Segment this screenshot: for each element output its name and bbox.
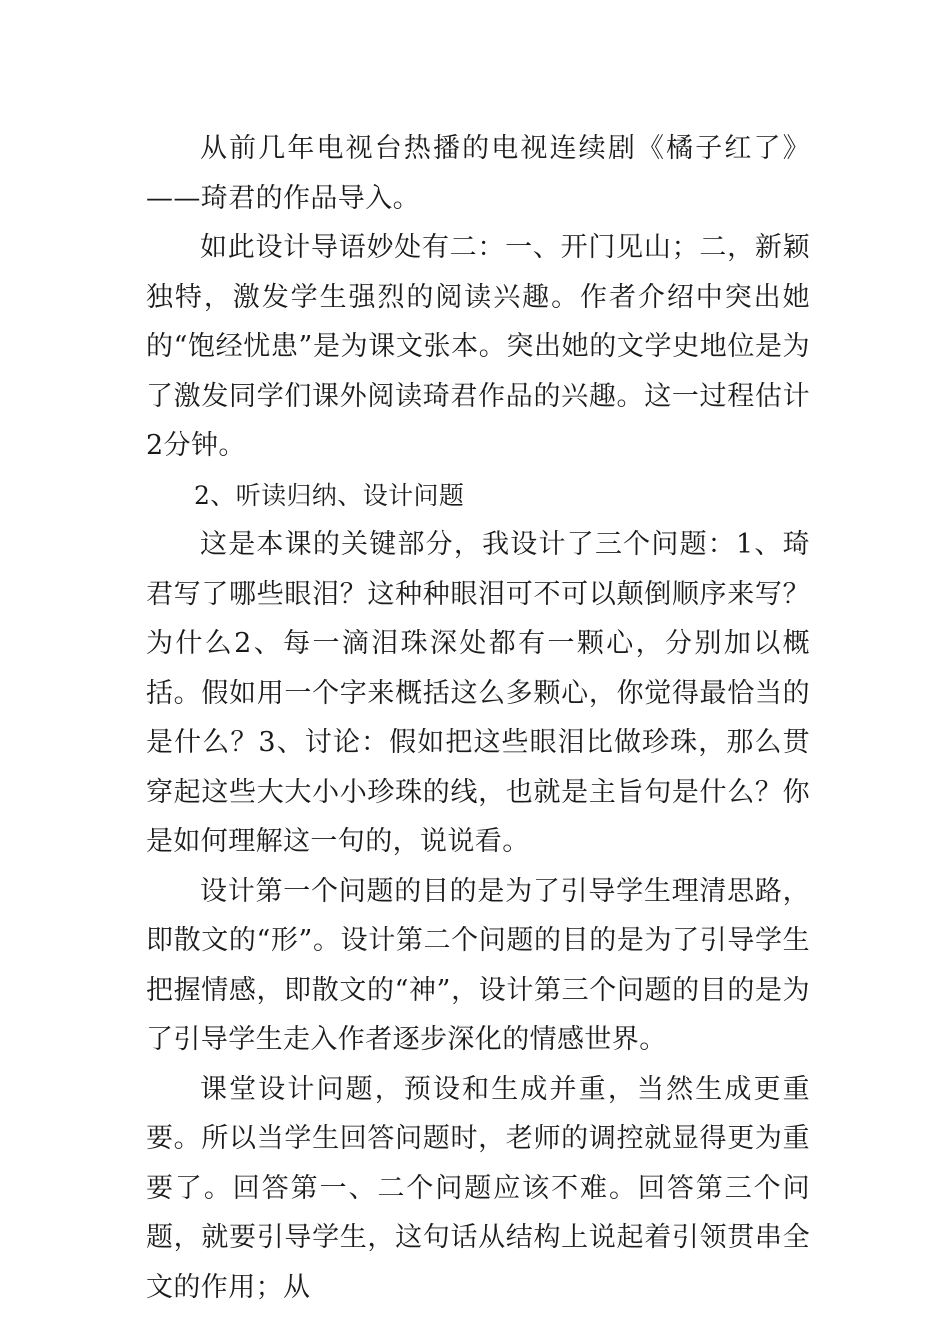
- document-body: [146, 124, 810, 1312]
- paragraph-intro-import: 从前几年电视台热播的电视连续剧《橘子红了》——琦君的作品导入。: [146, 133, 810, 214]
- paragraph-classroom-design: 课堂设计问题，预设和生成并重，当然生成更重要。所以当学生回答问题时，老师的调控就显得更为重要了。回答第一、二个问题应该不难。回答第三个问题，就要引导学生，这句话从结构上说起着引领贯串全文的作用；从: [146, 1073, 810, 1303]
- paragraph-question-purpose: 设计第一个问题的目的是为了引导学生理清思路，即散文的“形”。设计第二个问题的目的是为了引导学生把握情感，即散文的“神”，设计第三个问题的目的是为了引导学生走入作者逐步深化的情感世界。: [146, 875, 810, 1055]
- section-heading: 2、听读归纳、设计问题: [194, 480, 465, 510]
- paragraph-intro-design: 如此设计导语妙处有二：一、开门见山；二，新颖独特，激发学生强烈的阅读兴趣。作者介绍中突出她的“饱经忧患”是为课文张本。突出她的文学史地位是为了激发同学们课外阅读琦君作品的兴趣。这一过程估计2分钟。: [146, 232, 810, 461]
- paragraph-key-questions: 这是本课的关键部分，我设计了三个问题：1、琦君写了哪些眼泪？这种种眼泪可不可以颠倒顺序来写？为什么2、每一滴泪珠深处都有一颗心，分别加以概括。假如用一个字来概括这么多颗心，你觉得最恰当的是什么？3、讨论：假如把这些眼泪比做珍珠，那么贯穿起这些大大小小珍珠的线，也就是主旨句是什么？你是如何理解这一句的，说说看。: [146, 529, 810, 857]
